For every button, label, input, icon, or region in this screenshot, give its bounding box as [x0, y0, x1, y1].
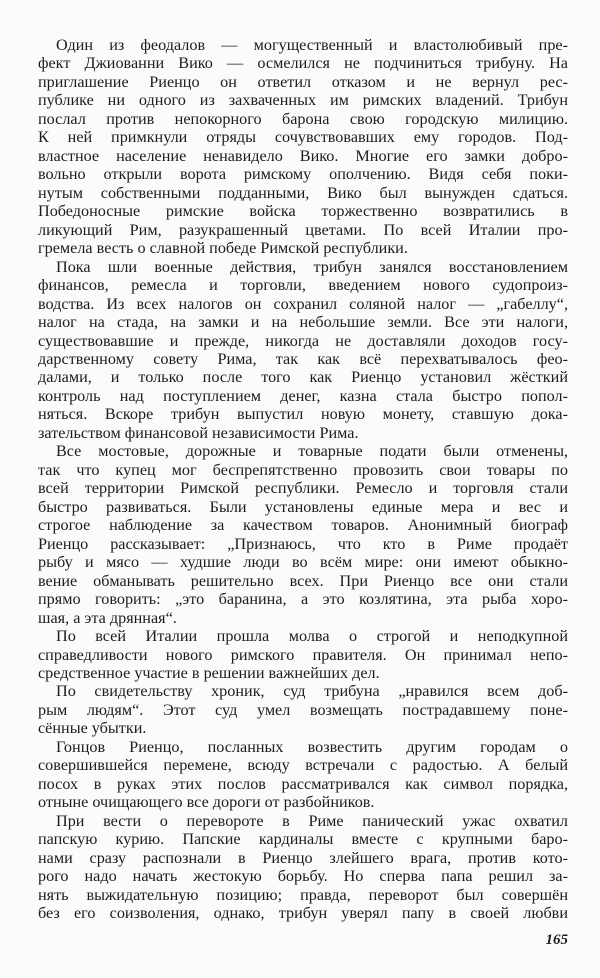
text-line: прямо говорить: „это баранина, а это козлятина, эта рыба хоро- [38, 590, 568, 609]
text-line: публике ни одного из захваченных им римских владений. Трибун [38, 91, 568, 110]
text-line: ликующий Рим, разукрашенный цветами. По всей Италии про- [38, 220, 568, 239]
text-line: Пока шли военные действия, трибун занялся восстановлением [56, 257, 568, 276]
text-line: нутым собственными подданными, Вико был вынужден сдаться. [38, 183, 568, 202]
text-line: дарственному совету Рима, так как всё перехватывалось фео- [38, 349, 568, 368]
text-line: финансов, ремесла и торговли, введением нового судопроиз- [38, 276, 568, 295]
text-line: строгое наблюдение за качеством товаров. Анонимный биограф [38, 516, 568, 535]
text-line: существовавшие и прежде, никогда не доставляли доходов госу- [38, 331, 568, 350]
text-line: нами сразу распознали в Риенцо злейшего врага, против кото- [38, 848, 568, 867]
text-line: посох в руках этих послов рассматривался как символ порядка, [38, 774, 568, 793]
text-line: совершившейся перемене, всюду встречали с радостью. А белый [38, 756, 568, 775]
text-line: отныне очищающего все дороги от разбойников. [38, 793, 375, 812]
text-line: фект Джиованни Вико — осмелился не подчиниться трибуну. На [38, 54, 568, 73]
text-line: справедливости нового римского правителя. Он принимал непо- [38, 645, 568, 664]
text-line: контроль над поступлением денег, казна стала быстро попол- [38, 386, 568, 405]
text-line: няться. Вскоре трибун выпустил новую монету, ставшую дока- [38, 405, 568, 424]
text-line: так что купец мог беспрепятственно провозить свои товары по [38, 460, 568, 479]
page-number: 165 [545, 932, 568, 948]
text-line: послал против непокорного барона свою городскую милицию. [38, 109, 568, 128]
text-line: По свидетельству хроник, суд трибуна „нравился всем доб- [56, 682, 568, 701]
text-line: По всей Италии прошла молва о строгой и неподкупной [56, 627, 568, 646]
text-line: сённые убытки. [38, 719, 147, 738]
text-line: Все мостовые, дорожные и товарные подати были отменены, [56, 442, 568, 461]
text-line: рыбу и мясо — худшие люди во всём мире: они имеют обыкно- [38, 553, 568, 572]
text-line: Победоносные римские войска торжественно возвратились в [38, 202, 568, 221]
text-line: рого надо начать жестокую борьбу. Но сперва папа решил за- [38, 867, 568, 886]
text-line: рым людям“. Этот суд умел возмещать пострадавшему поне- [38, 700, 568, 719]
text-line: без его соизволения, однако, трибун уверял папу в своей любви [38, 904, 568, 923]
text-line: К ней примкнули отряды сочувствовавших ему городов. Под- [38, 128, 568, 147]
text-line: быстро развиваться. Были установлены единые мера и вес и [38, 497, 568, 516]
text-line: далами, и только после того как Риенцо установил жёсткий [38, 368, 568, 387]
text-line: гремела весть о славной победе Римской республики. [38, 239, 408, 258]
text-line: средственное участие в решении важнейших дел. [38, 663, 380, 682]
text-line: Один из феодалов — могущественный и властолюбивый пре- [56, 36, 568, 54]
text-line: вольно открыли ворота римскому ополчению. Видя себя поки- [38, 165, 568, 184]
text-line: вение обманывать решительно всех. При Риенцо все они стали [38, 571, 568, 590]
text-line: всей территории Римской республики. Ремесло и торговля стали [38, 479, 568, 498]
text-line: шая, а эта дрянная“. [38, 608, 177, 627]
text-line: водства. Из всех налогов он сохранил соляной налог — „габеллу“, [38, 294, 568, 313]
text-line: налог на стада, на замки и на небольшие земли. Все эти налоги, [38, 313, 568, 332]
text-line: приглашение Риенцо он ответил отказом и не вернул рес- [38, 72, 568, 91]
text-line: властное население ненавидело Вико. Многие его замки добро- [38, 146, 568, 165]
text-line: Риенцо рассказывает: „Признаюсь, что кто в Риме продаёт [38, 534, 568, 553]
text-line: папскую курию. Папские кардиналы вместе с крупными баро- [38, 830, 568, 849]
text-line: нять выжидательную позицию; правда, переворот был совершён [38, 885, 568, 904]
text-line: Гонцов Риенцо, посланных возвестить другим городам о [56, 737, 568, 756]
text-line: При вести о перевороте в Риме панический ужас охватил [56, 811, 568, 830]
text-line: зательством финансовой независимости Рима. [38, 423, 359, 442]
